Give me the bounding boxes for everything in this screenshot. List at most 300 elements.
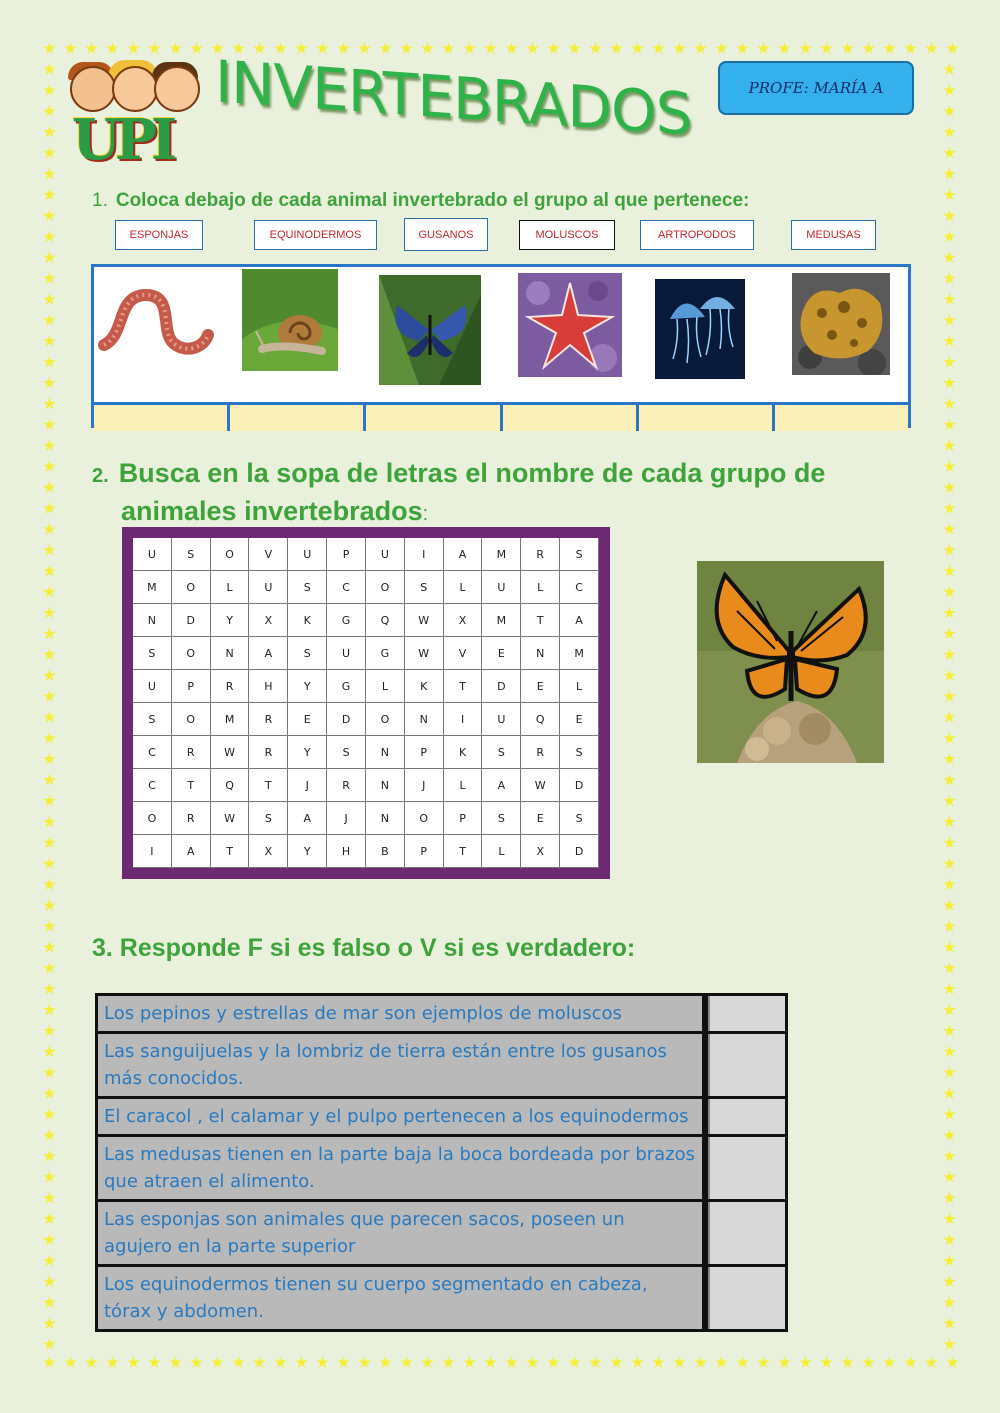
answer-cell-3[interactable]: [366, 405, 502, 431]
statement-4: Las medusas tienen en la parte baja la boca bordeada por brazos que atraen el alimento.: [98, 1137, 708, 1199]
star-icon: [610, 1356, 623, 1369]
answer-cell-6[interactable]: [775, 405, 908, 431]
word-search-cell[interactable]: E: [521, 670, 560, 703]
blue-butterfly-photo: [379, 275, 481, 385]
question-2-line2: animales invertebrados: [121, 496, 423, 526]
word-search-cell[interactable]: D: [172, 604, 211, 637]
star-icon: [43, 962, 56, 975]
word-search-cell[interactable]: N: [366, 736, 405, 769]
star-icon: [43, 251, 56, 264]
school-logo: [68, 66, 200, 174]
star-icon: [589, 42, 602, 55]
word-search-cell[interactable]: Y: [288, 835, 327, 868]
page-title: INVERTEBRADOS: [215, 47, 692, 149]
word-search-cell[interactable]: Q: [366, 604, 405, 637]
word-search-cell[interactable]: A: [249, 637, 288, 670]
star-icon: [652, 1356, 665, 1369]
star-icon: [943, 460, 956, 473]
word-search-cell[interactable]: I: [133, 835, 172, 868]
question-2-line1: Busca en la sopa de letras el nombre de cada grupo de: [118, 458, 826, 488]
star-icon: [43, 1066, 56, 1079]
word-search-cell[interactable]: O: [172, 571, 211, 604]
star-icon: [943, 481, 956, 494]
teacher-badge: PROFE: MARÍA A: [718, 61, 914, 115]
jellyfish-photo: [655, 279, 745, 379]
star-icon: [442, 42, 455, 55]
star-icon: [943, 857, 956, 870]
star-icon: [925, 1356, 938, 1369]
star-icon: [943, 126, 956, 139]
statement-5: Las esponjas son animales que parecen sacos, poseen un agujero en la parte superior: [98, 1202, 708, 1264]
star-icon: [883, 42, 896, 55]
star-icon: [943, 251, 956, 264]
star-icon: [43, 126, 56, 139]
word-search-cell[interactable]: X: [249, 604, 288, 637]
word-search-cell[interactable]: S: [560, 538, 599, 571]
answer-box-5[interactable]: [708, 1202, 785, 1264]
word-search-cell[interactable]: Y: [211, 604, 250, 637]
star-icon: [85, 42, 98, 55]
star-icon: [43, 836, 56, 849]
word-search-cell[interactable]: P: [405, 736, 444, 769]
word-search-cell[interactable]: U: [133, 538, 172, 571]
star-icon: [778, 1356, 791, 1369]
word-search-cell[interactable]: U: [327, 637, 366, 670]
star-icon: [943, 356, 956, 369]
answer-box-2[interactable]: [708, 1034, 785, 1096]
word-search-cell[interactable]: O: [133, 802, 172, 835]
word-search-cell[interactable]: U: [482, 703, 521, 736]
star-icon: [43, 544, 56, 557]
word-search-cell[interactable]: S: [172, 538, 211, 571]
word-search-cell[interactable]: Y: [288, 670, 327, 703]
word-search-cell[interactable]: S: [133, 637, 172, 670]
word-search-cell[interactable]: O: [366, 703, 405, 736]
star-icon: [127, 1356, 140, 1369]
word-search-cell[interactable]: X: [444, 604, 483, 637]
star-icon: [43, 1129, 56, 1142]
word-search-cell[interactable]: A: [444, 538, 483, 571]
star-icon: [253, 1356, 266, 1369]
group-option-medusas[interactable]: MEDUSAS: [791, 220, 876, 250]
word-search-cell[interactable]: L: [366, 670, 405, 703]
word-search-cell[interactable]: W: [405, 637, 444, 670]
star-icon: [943, 815, 956, 828]
star-icon: [358, 1356, 371, 1369]
star-icon: [799, 1356, 812, 1369]
star-icon: [943, 1024, 956, 1037]
starfish-photo: [518, 273, 622, 377]
word-search-cell[interactable]: B: [366, 835, 405, 868]
word-search-cell[interactable]: S: [482, 736, 521, 769]
star-icon: [421, 42, 434, 55]
star-icon: [943, 962, 956, 975]
word-search-cell[interactable]: P: [172, 670, 211, 703]
star-icon: [64, 42, 77, 55]
star-icon: [43, 732, 56, 745]
word-search-cell[interactable]: N: [521, 637, 560, 670]
group-option-gusanos[interactable]: GUSANOS: [404, 218, 488, 251]
word-search-cell[interactable]: Y: [288, 736, 327, 769]
star-icon: [43, 1087, 56, 1100]
word-search-cell[interactable]: V: [444, 637, 483, 670]
word-search-cell[interactable]: N: [366, 769, 405, 802]
answer-cell-1[interactable]: [94, 405, 230, 431]
star-icon: [43, 648, 56, 661]
star-icon: [43, 606, 56, 619]
word-search-cell[interactable]: R: [521, 538, 560, 571]
star-icon: [757, 1356, 770, 1369]
star-icon: [43, 857, 56, 870]
star-icon: [943, 941, 956, 954]
word-search-cell[interactable]: S: [405, 571, 444, 604]
star-icon: [589, 1356, 602, 1369]
word-search-cell[interactable]: R: [327, 769, 366, 802]
star-icon: [316, 42, 329, 55]
word-search-cell[interactable]: K: [405, 670, 444, 703]
star-icon: [943, 168, 956, 181]
star-icon: [43, 1108, 56, 1121]
question-1-text: Coloca debajo de cada animal invertebrado el grupo al que pertenece:: [115, 190, 750, 211]
word-search-cell[interactable]: P: [327, 538, 366, 571]
star-icon: [757, 42, 770, 55]
true-false-table: [95, 993, 788, 1332]
word-search-cell[interactable]: R: [172, 736, 211, 769]
monarch-butterfly-photo: [697, 561, 884, 763]
word-search-cell[interactable]: W: [521, 769, 560, 802]
star-icon: [946, 42, 959, 55]
star-icon: [673, 1356, 686, 1369]
word-search-cell[interactable]: C: [327, 571, 366, 604]
word-search-cell[interactable]: C: [133, 769, 172, 802]
star-icon: [43, 1024, 56, 1037]
star-icon: [568, 42, 581, 55]
star-icon: [547, 1356, 560, 1369]
star-icon: [943, 147, 956, 160]
star-icon: [43, 815, 56, 828]
word-search-cell[interactable]: L: [560, 670, 599, 703]
star-icon: [484, 1356, 497, 1369]
word-search-cell[interactable]: G: [366, 637, 405, 670]
word-search-cell[interactable]: A: [482, 769, 521, 802]
star-icon: [106, 42, 119, 55]
word-search-cell[interactable]: J: [405, 769, 444, 802]
word-search-cell[interactable]: G: [327, 670, 366, 703]
group-option-artropodos[interactable]: ARTROPODOS: [640, 220, 754, 250]
word-search-cell[interactable]: R: [521, 736, 560, 769]
word-search-cell[interactable]: R: [172, 802, 211, 835]
star-icon: [106, 1356, 119, 1369]
word-search-cell[interactable]: T: [521, 604, 560, 637]
star-icon: [148, 42, 161, 55]
star-icon: [943, 105, 956, 118]
word-search-cell[interactable]: H: [327, 835, 366, 868]
word-search-cell[interactable]: C: [560, 571, 599, 604]
star-icon: [43, 523, 56, 536]
star-icon: [442, 1356, 455, 1369]
star-icon: [169, 1356, 182, 1369]
star-icon: [568, 1356, 581, 1369]
star-icon: [43, 314, 56, 327]
star-icon: [943, 690, 956, 703]
star-icon: [379, 1356, 392, 1369]
word-search-cell[interactable]: T: [211, 835, 250, 868]
star-icon: [943, 920, 956, 933]
star-icon: [943, 293, 956, 306]
word-search-cell[interactable]: J: [288, 769, 327, 802]
star-icon: [43, 1254, 56, 1267]
word-search-cell[interactable]: Q: [211, 769, 250, 802]
star-icon: [43, 1338, 56, 1351]
word-search-cell[interactable]: L: [482, 835, 521, 868]
word-search-cell[interactable]: K: [444, 736, 483, 769]
word-search-cell[interactable]: N: [366, 802, 405, 835]
star-icon: [943, 732, 956, 745]
word-search-cell[interactable]: I: [444, 703, 483, 736]
star-icon: [358, 42, 371, 55]
word-search-cell[interactable]: T: [444, 835, 483, 868]
star-icon: [400, 1356, 413, 1369]
star-icon: [43, 899, 56, 912]
word-search-cell[interactable]: S: [288, 571, 327, 604]
star-icon: [526, 1356, 539, 1369]
word-search-cell[interactable]: U: [249, 571, 288, 604]
star-icon: [862, 42, 875, 55]
word-search-grid: [133, 538, 599, 868]
word-search-cell[interactable]: U: [288, 538, 327, 571]
star-icon: [43, 460, 56, 473]
word-search-cell[interactable]: P: [444, 802, 483, 835]
star-icon: [43, 418, 56, 431]
word-search-cell[interactable]: N: [133, 604, 172, 637]
star-icon: [85, 1356, 98, 1369]
star-icon: [631, 42, 644, 55]
word-search-cell[interactable]: D: [560, 835, 599, 868]
answer-box-4[interactable]: [708, 1137, 785, 1199]
star-icon: [943, 209, 956, 222]
star-icon: [190, 42, 203, 55]
word-search-cell[interactable]: W: [211, 736, 250, 769]
answer-box-6[interactable]: [708, 1267, 785, 1329]
star-icon: [43, 230, 56, 243]
group-option-moluscos[interactable]: MOLUSCOS: [519, 220, 615, 250]
word-search-cell[interactable]: D: [560, 769, 599, 802]
star-icon: [943, 544, 956, 557]
word-search-cell[interactable]: E: [560, 703, 599, 736]
star-icon: [943, 606, 956, 619]
star-icon: [943, 1045, 956, 1058]
group-option-esponjas[interactable]: ESPONJAS: [115, 220, 203, 250]
word-search-cell[interactable]: S: [482, 802, 521, 835]
star-icon: [43, 795, 56, 808]
word-search-cell[interactable]: R: [211, 670, 250, 703]
answer-box-3[interactable]: [708, 1099, 785, 1134]
word-search-cell[interactable]: J: [327, 802, 366, 835]
word-search-cell[interactable]: O: [366, 571, 405, 604]
word-search-cell[interactable]: G: [327, 604, 366, 637]
star-icon: [943, 669, 956, 682]
star-icon: [169, 42, 182, 55]
word-search-cell[interactable]: N: [405, 703, 444, 736]
star-icon: [43, 84, 56, 97]
word-search-cell[interactable]: K: [288, 604, 327, 637]
star-icon: [841, 1356, 854, 1369]
star-icon: [904, 42, 917, 55]
word-search-cell[interactable]: S: [327, 736, 366, 769]
star-icon: [943, 878, 956, 891]
word-search-cell[interactable]: M: [482, 538, 521, 571]
star-icon: [943, 335, 956, 348]
star-icon: [43, 1356, 56, 1369]
word-search-cell[interactable]: R: [249, 703, 288, 736]
star-icon: [715, 42, 728, 55]
star-icon: [64, 1356, 77, 1369]
star-icon: [943, 1213, 956, 1226]
star-icon: [943, 1296, 956, 1309]
star-icon: [43, 147, 56, 160]
word-search-cell[interactable]: A: [288, 802, 327, 835]
star-icon: [43, 397, 56, 410]
word-search-cell[interactable]: E: [288, 703, 327, 736]
star-icon: [43, 335, 56, 348]
word-search-cell[interactable]: O: [172, 637, 211, 670]
answer-cell-2[interactable]: [230, 405, 366, 431]
word-search-frame: [122, 527, 610, 879]
word-search-cell[interactable]: W: [211, 802, 250, 835]
word-search-cell[interactable]: X: [249, 835, 288, 868]
star-icon: [43, 42, 56, 55]
word-search-cell[interactable]: S: [249, 802, 288, 835]
word-search-cell[interactable]: Q: [521, 703, 560, 736]
group-option-equinodermos[interactable]: EQUINODERMOS: [254, 220, 377, 250]
answer-cell-4[interactable]: [503, 405, 639, 431]
star-icon: [379, 42, 392, 55]
star-icon: [43, 1317, 56, 1330]
star-icon: [736, 1356, 749, 1369]
star-icon: [943, 1129, 956, 1142]
word-search-cell[interactable]: L: [521, 571, 560, 604]
word-search-cell[interactable]: I: [405, 538, 444, 571]
star-icon: [820, 1356, 833, 1369]
star-icon: [43, 1296, 56, 1309]
word-search-cell[interactable]: U: [133, 670, 172, 703]
word-search-cell[interactable]: C: [133, 736, 172, 769]
word-search-cell[interactable]: M: [133, 571, 172, 604]
word-search-cell[interactable]: M: [560, 637, 599, 670]
star-icon: [943, 1338, 956, 1351]
word-search-cell[interactable]: O: [211, 538, 250, 571]
star-icon: [943, 586, 956, 599]
star-icon: [943, 627, 956, 640]
star-icon: [943, 648, 956, 661]
word-search-cell[interactable]: S: [560, 736, 599, 769]
star-icon: [43, 983, 56, 996]
word-search-cell[interactable]: L: [444, 571, 483, 604]
word-search-cell[interactable]: N: [211, 637, 250, 670]
word-search-cell[interactable]: D: [327, 703, 366, 736]
star-icon: [694, 42, 707, 55]
word-search-cell[interactable]: H: [249, 670, 288, 703]
star-icon: [943, 272, 956, 285]
word-search-cell[interactable]: U: [482, 571, 521, 604]
star-icon: [943, 1254, 956, 1267]
word-search-cell[interactable]: E: [482, 637, 521, 670]
star-icon: [943, 439, 956, 452]
word-search-cell[interactable]: M: [211, 703, 250, 736]
word-search-cell[interactable]: E: [521, 802, 560, 835]
word-search-cell[interactable]: M: [482, 604, 521, 637]
star-icon: [925, 42, 938, 55]
star-icon: [43, 711, 56, 724]
word-search-cell[interactable]: A: [560, 604, 599, 637]
word-search-cell[interactable]: R: [249, 736, 288, 769]
word-search-cell[interactable]: O: [172, 703, 211, 736]
star-icon: [943, 753, 956, 766]
star-icon: [43, 920, 56, 933]
star-icon: [943, 188, 956, 201]
star-icon: [316, 1356, 329, 1369]
star-icon: [337, 1356, 350, 1369]
star-icon: [943, 1066, 956, 1079]
star-icon: [943, 377, 956, 390]
word-search-cell[interactable]: T: [444, 670, 483, 703]
word-search-cell[interactable]: U: [366, 538, 405, 571]
word-search-cell[interactable]: D: [482, 670, 521, 703]
star-icon: [274, 1356, 287, 1369]
answer-cell-5[interactable]: [639, 405, 775, 431]
statement-2: Las sanguijuelas y la lombriz de tierra están entre los gusanos más conocidos.: [98, 1034, 708, 1096]
star-icon: [943, 836, 956, 849]
star-icon: [43, 209, 56, 222]
star-icon: [943, 774, 956, 787]
star-icon: [943, 899, 956, 912]
word-search-cell[interactable]: X: [521, 835, 560, 868]
word-search-cell[interactable]: T: [172, 769, 211, 802]
table-row: [98, 1099, 785, 1137]
star-icon: [211, 1356, 224, 1369]
word-search-cell[interactable]: V: [249, 538, 288, 571]
star-icon: [841, 42, 854, 55]
word-search-cell[interactable]: S: [560, 802, 599, 835]
star-icon: [43, 1233, 56, 1246]
word-search-cell[interactable]: S: [133, 703, 172, 736]
star-icon: [43, 753, 56, 766]
word-search-cell[interactable]: W: [405, 604, 444, 637]
answer-box-1[interactable]: [708, 996, 785, 1031]
star-icon: [43, 1192, 56, 1205]
star-icon: [43, 105, 56, 118]
word-search-cell[interactable]: A: [172, 835, 211, 868]
word-search-cell[interactable]: S: [288, 637, 327, 670]
star-icon: [547, 42, 560, 55]
star-icon: [943, 502, 956, 515]
star-icon: [43, 690, 56, 703]
star-icon: [943, 1192, 956, 1205]
star-icon: [43, 1213, 56, 1226]
star-icon: [505, 42, 518, 55]
star-icon: [43, 377, 56, 390]
star-icon: [43, 1150, 56, 1163]
star-icon: [295, 1356, 308, 1369]
word-search-cell[interactable]: P: [405, 835, 444, 868]
star-icon: [862, 1356, 875, 1369]
star-icon: [43, 293, 56, 306]
word-search-cell[interactable]: O: [405, 802, 444, 835]
word-search-cell[interactable]: L: [211, 571, 250, 604]
word-search-cell[interactable]: L: [444, 769, 483, 802]
word-search-cell[interactable]: T: [249, 769, 288, 802]
star-icon: [43, 586, 56, 599]
